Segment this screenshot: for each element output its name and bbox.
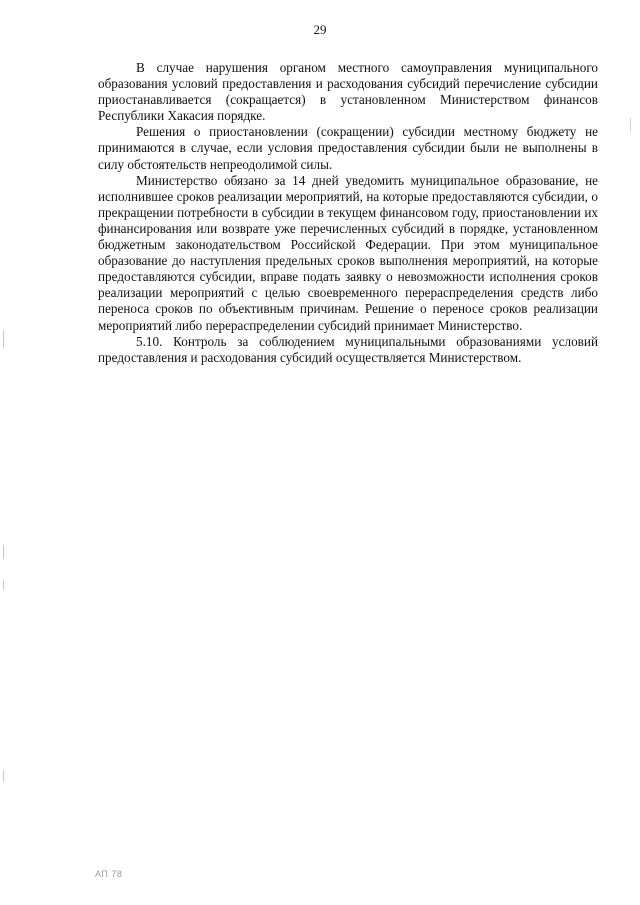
paragraph-violation: В случае нарушения органом местного самоуправления муниципального образования условий предоставления и расходования субсидий перечисление субсидии приостанавливается (сокращается) в установленном Министерством финансов Республики Хакасия порядке. [98, 60, 598, 124]
footer-code: АП 78 [95, 869, 123, 879]
page-number: 29 [313, 22, 327, 37]
paragraph-ministry-obligation: Министерство обязано за 14 дней уведомить муниципальное образование, не исполнившее сроков реализации мероприятий, на которые предоставляются субсидии, о прекращении потребности в субсидии в текущем финансовом году, приостановлении их финансирования или возврате уже перечисленных субсидий в порядке, установленном бюджетным законодательством Российской Федерации. При этом муниципальное образование до наступления предельных сроков выполнения мероприятий, на которые предоставляются субсидии, вправе подать заявку о невозможности исполнения сроков реализации мероприятий с целью своевременного перераспределения средств либо переноса сроков по объективным причинам. Решение о переносе сроков реализации мероприятий либо перераспределении субсидий принимает Министерство. [98, 172, 598, 333]
scan-mark [3, 545, 4, 559]
document-body [98, 60, 598, 366]
scan-mark [630, 118, 631, 132]
paragraph-decisions: Решения о приостановлении (сокращении) субсидии местному бюджету не принимаются в случае, если условия предоставления субсидии были не выполнены в силу обстоятельств непреодолимой силы. [98, 124, 598, 172]
scan-mark [3, 580, 4, 590]
scan-margin-marks [0, 0, 8, 905]
scan-mark [3, 770, 4, 782]
scan-mark [3, 330, 4, 348]
paragraph-control: 5.10. Контроль за соблюдением муниципальными образованиями условий предоставления и расходования субсидий осуществляется Министерством. [98, 333, 598, 365]
